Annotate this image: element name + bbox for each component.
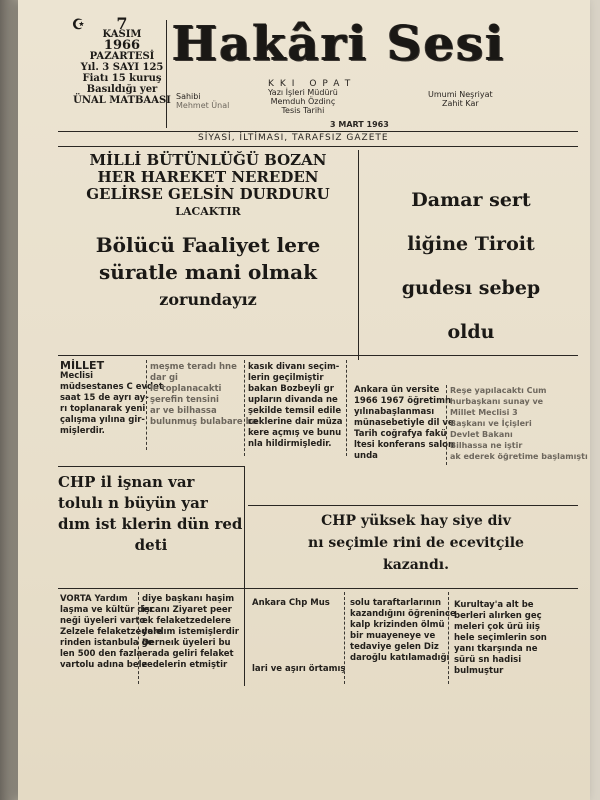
lead-left-headline: [58, 152, 358, 220]
article-column-4: [354, 385, 454, 462]
chp-story-2-headline: [254, 510, 578, 576]
article-column-1: [60, 360, 163, 437]
column-divider: [146, 360, 147, 450]
headline-line: nı seçimle rini de ecevitçile: [308, 535, 524, 551]
editor-label: Yazı İşleri Müdürü: [268, 88, 338, 97]
text-line: erada geliri felaket: [142, 649, 234, 659]
bottom-column-3: [252, 598, 345, 675]
text-line: yılınabaşlanması: [354, 407, 435, 417]
text-line: yanı tkarşında ne: [454, 644, 538, 654]
text-line: [252, 653, 345, 664]
founded-date: 3 MART 1963: [330, 120, 389, 129]
article-column-2: [150, 362, 257, 428]
text-line: unda: [354, 451, 378, 461]
text-line: Ankara Chp Mus: [252, 598, 330, 608]
masthead-divider: [166, 20, 167, 128]
text-line: Zelzele felaketzedele: [60, 627, 162, 637]
lead-divider: [358, 150, 359, 360]
headline-line: LACAKTIR: [175, 205, 241, 218]
lead-right-headline: [366, 178, 576, 354]
text-line: solu taraftarlarının: [350, 598, 442, 608]
text-line: ltesi konferans salon: [354, 440, 455, 450]
text-line: Devlet Bakanı: [450, 430, 513, 439]
text-line: işcanı Ziyaret peer: [142, 605, 232, 615]
text-line: [252, 631, 345, 642]
date-box: [66, 14, 178, 106]
headline-line: GELİRSE GELSİN DURDURU: [86, 185, 330, 203]
text-line: şerefin tensini: [150, 395, 219, 405]
text-line: çalışma yılına gir-: [60, 415, 145, 425]
chp-story-1-headline: [58, 472, 244, 556]
text-line: hurbaşkanı sunay ve: [450, 397, 544, 406]
bottom-column-2: [142, 594, 239, 671]
publisher-name: Zahit Kar: [441, 99, 479, 108]
section-rule-2: [58, 466, 244, 467]
text-line: yardım istemişlerdir: [142, 627, 239, 637]
headline-line: oldu: [447, 321, 495, 343]
text-line: bulunmuş bulabare ba: [150, 417, 258, 427]
headline-line: MİLLİ BÜTÜNLÜĞÜ BOZAN: [89, 151, 327, 169]
date-month: KASIM: [102, 29, 142, 40]
text-line: tedaviye gelen Diz: [350, 642, 439, 652]
text-line: Ankara ün versite: [354, 385, 440, 395]
headline-line: dım ist klerin dün red: [58, 515, 243, 533]
text-line: rinden istanbula ge: [60, 638, 154, 648]
text-line: mişlerdir.: [60, 426, 105, 436]
headline-line: Damar sert: [411, 189, 531, 211]
text-line: [252, 620, 345, 631]
text-line: [252, 642, 345, 653]
article-column-5: [450, 385, 588, 462]
editor-name: Memduh Özdinç: [270, 97, 336, 106]
tagline: SİYASİ, İLTİMASI, TARAFSIZ GAZETE: [198, 133, 389, 143]
text-line: bir muayeneye ve: [350, 631, 436, 641]
founded-label: Tesis Tarihi: [281, 106, 325, 115]
text-line: Reşe yapılacaktı Cum: [450, 386, 547, 395]
headline-line: CHP il işnan var: [58, 473, 195, 491]
column-divider: [446, 385, 447, 465]
section-rule-1: [58, 355, 578, 356]
text-line: meşme teradı hne: [150, 362, 237, 372]
text-line: Tarih coğrafya fakü: [354, 429, 447, 439]
date-day: 7: [116, 14, 128, 33]
text-line: kasık divanı seçim-: [248, 362, 340, 372]
text-line: kere açmış ve bunu: [248, 428, 342, 438]
printer-name: ÜNAL MATBAASI: [73, 95, 171, 106]
text-line: ceklerine dair müza: [248, 417, 343, 427]
headline-line: kazandı.: [383, 557, 449, 573]
bottom-column-5: [454, 600, 547, 677]
headline-line: gudesı sebep: [401, 277, 541, 299]
text-line: münasebetiyle dil ve: [354, 418, 454, 428]
headline-line: CHP yüksek hay siye div: [321, 513, 511, 529]
headline-line: tolulı n büyün yar: [58, 494, 208, 512]
text-line: zedelerin etmiştir: [142, 660, 228, 670]
owner-name: Mehmet Ünal: [176, 101, 230, 110]
owner-label: Sahibi: [176, 92, 201, 101]
subhead-line: süratle mani olmak: [99, 260, 317, 284]
text-line: şekilde temsil edile: [248, 406, 342, 416]
text-line: laşma ve kültür der: [60, 605, 154, 615]
text-line: neği üyeleri varto: [60, 616, 146, 626]
masthead-subtitle: KKI OPAT: [268, 79, 357, 89]
text-line: Kurultay'a alt be: [454, 600, 534, 610]
date-year: 1966: [103, 38, 141, 53]
text-line: diye başkanı haşim: [142, 594, 235, 604]
date-weekday: PAZARTESİ: [89, 51, 155, 62]
text-line: müdsestanes C evdet: [60, 382, 163, 392]
publisher-block: [428, 90, 493, 108]
crescent-star-icon: ☪: [72, 17, 85, 33]
text-line: saat 15 de ayrı ay-: [60, 393, 149, 403]
price: Fiatı 15 kuruş: [82, 73, 162, 84]
headline-line: deti: [134, 536, 168, 554]
section-rule-3: [248, 505, 578, 506]
newspaper-page: [18, 0, 590, 800]
text-line: daroğlu katılamadığı: [350, 653, 450, 663]
text-line: vartolu adına bele: [60, 660, 148, 670]
text-line: len 500 den fazla: [60, 649, 143, 659]
text-line: bulmuştur: [454, 666, 504, 676]
text-line: ek felaketzedelere: [142, 616, 231, 626]
text-line: ak ederek öğretime başlamıştı: [450, 452, 588, 461]
text-line: dar gi: [150, 373, 178, 383]
text-line: Bilhassa ne iştir: [450, 441, 523, 450]
masthead-rule: [58, 131, 578, 132]
story-divider: [244, 466, 245, 686]
text-line: berleri alırken geç: [454, 611, 542, 621]
text-line: Başkanı ve İçişleri: [450, 419, 532, 428]
printed-at-label: Basıldığı yer: [86, 84, 158, 95]
text-line: bakan Bozbeyli gr: [248, 384, 334, 394]
editor-block: [268, 88, 338, 115]
tagline-rule: [58, 146, 578, 147]
text-line: meleri çok ürü iıiş: [454, 622, 540, 632]
subhead-line: zorundayız: [159, 290, 257, 309]
newspaper-logo: Hakâri Sesi: [172, 16, 506, 72]
text-line: upların divanda ne: [248, 395, 338, 405]
column-divider: [346, 360, 347, 456]
text-line: kalp krizinden ölmü: [350, 620, 445, 630]
text-line: hele seçimlerin son: [454, 633, 547, 643]
text-line: 1966 1967 öğretimn: [354, 396, 451, 406]
text-line: lerin geçilmiştir: [248, 373, 324, 383]
issue-number: Yıl. 3 SAYI 125: [80, 62, 164, 73]
text-line: Meclisi: [60, 371, 94, 381]
text-line: nla hildirmişledir.: [248, 439, 332, 449]
bottom-column-4: [350, 598, 456, 664]
headline-line: HER HAREKET NEREDEN: [97, 168, 319, 186]
publisher-label: Umumi Neşriyat: [428, 90, 493, 99]
column-divider: [448, 592, 449, 684]
text-line: MİLLET: [60, 359, 105, 372]
text-line: Derneık üyeleri bu: [142, 638, 231, 648]
text-line: Millet Meclisi 3: [450, 408, 518, 417]
text-line: lari ve aşırı örtamış: [252, 664, 346, 674]
column-divider: [138, 592, 139, 684]
page-edge: [0, 0, 18, 800]
lead-left-subhead: [58, 232, 358, 313]
article-column-3: [248, 362, 343, 450]
subhead-line: Bölücü Faaliyet lere: [95, 233, 321, 257]
text-line: ar ve bilhassa: [150, 406, 217, 416]
headline-line: liğine Tiroit: [407, 233, 535, 255]
owner-block: [176, 92, 229, 110]
column-divider: [344, 592, 345, 684]
text-line: le toplanacakti: [150, 384, 222, 394]
section-rule-4: [58, 588, 578, 589]
text-line: sürü sn hadisi: [454, 655, 522, 665]
text-line: kazandığını öğrenince: [350, 609, 456, 619]
text-line: VORTA Yardım: [60, 594, 128, 604]
column-divider: [244, 360, 245, 456]
text-line: [252, 609, 345, 620]
text-line: rı toplanarak yeni: [60, 404, 146, 414]
